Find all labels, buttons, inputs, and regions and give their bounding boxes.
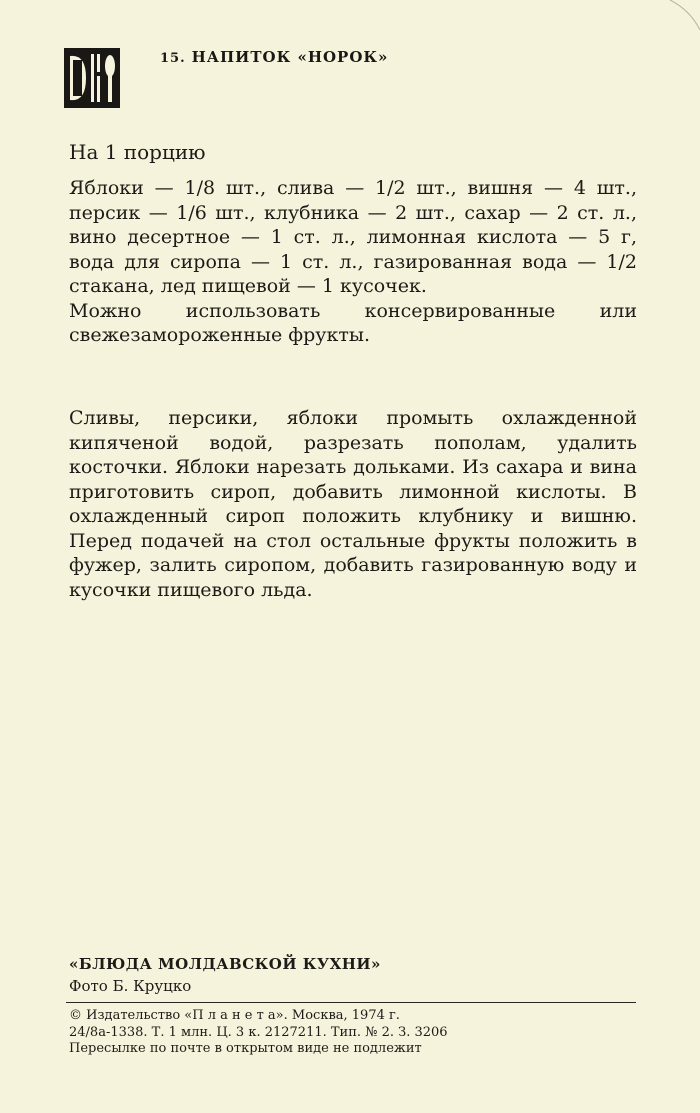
method-text: Сливы, персики, яблоки промыть охлажденной кипяченой водой, разрезать пополам, удалить косточки. Яблоки нарезать дольками. Из сахара и вина приготовить сироп, добавить лимонной кислоты. В охлажденный сироп положить клубнику и вишню. Перед подачей на стол остальные фрукты положить в фужер, залить сиропом, добавить газированную воду и кусочки пищевого льда. xyxy=(69,407,637,601)
imprint-line: 24/8а-1338. Т. 1 млн. Ц. 3 к. 2127211. Тип. № 2. З. 3206 xyxy=(69,1024,448,1040)
ingredients-block xyxy=(69,176,637,348)
portion-label: На 1 порцию xyxy=(69,140,206,164)
footer-divider xyxy=(66,1002,636,1003)
recipe-number: 15. xyxy=(160,51,186,66)
recipe-title xyxy=(160,48,388,66)
folded-corner xyxy=(640,0,700,60)
imprint-line: Пересылке по почте в открытом виде не подлежит xyxy=(69,1041,422,1056)
ingredients-note: Можно использовать консервированные или свежезамороженные фрукты. xyxy=(69,299,637,346)
ingredients-text: Яблоки — 1/8 шт., слива — 1/2 шт., вишня — 4 шт., персик — 1/6 шт., клубника — 2 шт., сахар — 2 ст. л., вино десертное — 1 ст. л., лимонная кислота — 5 г, вода для сиропа — 1 ст. л., газированная вода — 1/2 стакана, лед пищевой — 1 кусочек. xyxy=(69,177,637,297)
recipe-name: НАПИТОК «НОРОК» xyxy=(191,48,389,66)
imprint-block xyxy=(69,1008,637,1058)
cutlery-logo-icon xyxy=(64,48,120,108)
photo-credit: Фото Б. Круцко xyxy=(69,977,192,995)
series-title: «БЛЮДА МОЛДАВСКОЙ КУХНИ» xyxy=(69,955,381,973)
imprint-line: © Издательство «П л а н е т а». Москва, 1974 г. xyxy=(69,1008,400,1023)
